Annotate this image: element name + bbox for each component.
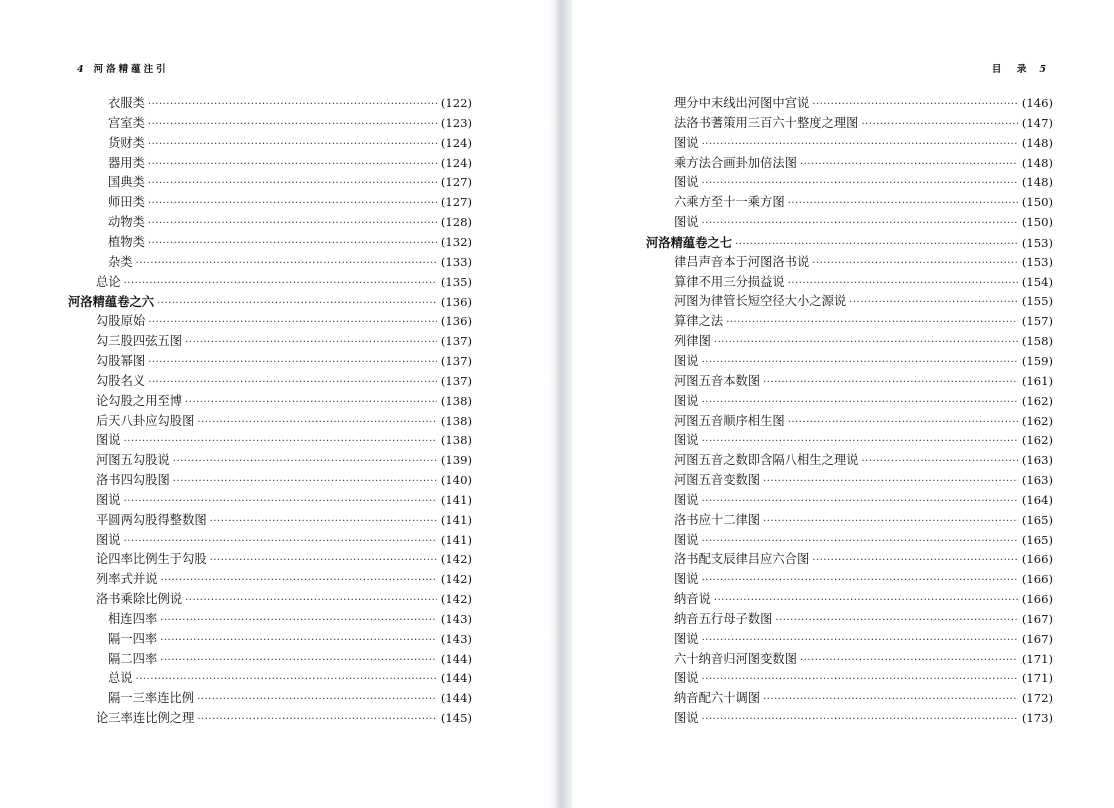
toc-entry-page: (147) xyxy=(1021,115,1053,130)
toc-entry[interactable] xyxy=(68,531,472,551)
toc-entry[interactable] xyxy=(646,610,1053,630)
toc-leader-dots xyxy=(849,293,1018,313)
toc-leader-dots xyxy=(136,670,437,690)
toc-entry-title: 师田类 xyxy=(108,195,145,210)
toc-leader-dots xyxy=(702,214,1018,234)
toc-leader-dots xyxy=(148,174,437,194)
toc-entry[interactable] xyxy=(646,650,1053,670)
toc-entry-page: (153) xyxy=(1021,235,1053,250)
toc-leader-dots xyxy=(702,174,1018,194)
toc-leader-dots xyxy=(197,710,436,730)
toc-entry-page: (137) xyxy=(440,353,472,368)
toc-leader-dots xyxy=(148,313,437,333)
toc-entry-page: (142) xyxy=(440,552,472,567)
toc-entry[interactable] xyxy=(646,451,1053,471)
toc-entry-title: 衣服类 xyxy=(108,96,145,110)
toc-entry-page: (132) xyxy=(440,234,472,249)
toc-entry-page: (138) xyxy=(440,393,472,408)
toc-leader-dots xyxy=(148,155,437,175)
toc-entry[interactable] xyxy=(68,154,472,174)
toc-entry[interactable] xyxy=(68,233,472,253)
toc-entry-page: (161) xyxy=(1021,373,1053,388)
toc-entry-title: 律吕声音本于河图洛书说 xyxy=(674,254,810,269)
toc-leader-dots xyxy=(702,492,1018,512)
toc-entry-page: (150) xyxy=(1021,215,1053,230)
toc-entry-title: 六乘方至十一乘方图 xyxy=(674,195,785,210)
toc-entry-title: 列律图 xyxy=(674,334,711,349)
toc-entry-title: 论三率连比例之理 xyxy=(96,711,195,726)
toc-entry-page: (150) xyxy=(1021,195,1053,210)
toc-entry-page: (167) xyxy=(1021,611,1053,626)
toc-entry[interactable] xyxy=(68,114,472,134)
toc-entry-title: 河图五音之数即含隔八相生之理说 xyxy=(674,453,859,468)
toc-entry-page: (136) xyxy=(440,314,472,329)
toc-entry-title: 图说 xyxy=(96,433,121,448)
toc-entry[interactable] xyxy=(646,550,1053,570)
toc-entry[interactable] xyxy=(68,134,472,154)
toc-entry-title: 纳音说 xyxy=(674,592,711,607)
toc-entry-page: (155) xyxy=(1021,294,1053,309)
left-page-number: 4 xyxy=(77,64,84,75)
toc-entry-page: (164) xyxy=(1021,492,1053,507)
toc-entry-page: (158) xyxy=(1021,334,1053,349)
toc-leader-dots xyxy=(800,155,1018,175)
toc-entry[interactable] xyxy=(646,292,1053,312)
toc-entry[interactable] xyxy=(68,550,472,570)
toc-leader-dots xyxy=(763,373,1018,393)
toc-entry[interactable] xyxy=(68,451,472,471)
toc-entry[interactable] xyxy=(646,213,1053,233)
left-page-header xyxy=(67,61,169,75)
toc-entry-page: (143) xyxy=(440,631,472,646)
toc-entry-title: 洛书应十二律图 xyxy=(674,512,761,527)
toc-entry[interactable] xyxy=(646,312,1053,332)
toc-entry-title: 图说 xyxy=(674,215,699,230)
toc-leader-dots xyxy=(775,611,1017,631)
toc-entry-page: (163) xyxy=(1021,453,1053,468)
toc-entry[interactable] xyxy=(68,94,472,114)
book-gutter xyxy=(548,0,572,808)
toc-leader-dots xyxy=(702,135,1018,155)
toc-entry[interactable] xyxy=(646,154,1053,174)
toc-entry-title: 隔一四率 xyxy=(108,631,158,646)
toc-entry-title: 算律之法 xyxy=(674,314,724,329)
toc-leader-dots xyxy=(210,512,437,532)
toc-leader-dots xyxy=(861,452,1017,472)
toc-entry-page: (157) xyxy=(1021,314,1053,329)
toc-leader-dots xyxy=(714,591,1018,611)
toc-leader-dots xyxy=(148,234,437,254)
toc-entry-title: 宫室类 xyxy=(108,115,145,130)
toc-entry[interactable] xyxy=(646,511,1053,531)
toc-entry[interactable] xyxy=(646,630,1053,650)
toc-leader-dots xyxy=(148,353,437,373)
toc-entry-title: 图说 xyxy=(674,532,699,547)
toc-leader-dots xyxy=(763,512,1018,532)
toc-entry[interactable] xyxy=(646,372,1053,392)
toc-entry-page: (159) xyxy=(1021,353,1053,368)
toc-entry-title: 勾股原始 xyxy=(96,314,146,329)
toc-entry[interactable] xyxy=(646,669,1053,689)
toc-entry-title: 洛书配支辰律吕应六合图 xyxy=(674,552,810,567)
toc-entry[interactable] xyxy=(68,570,472,590)
toc-entry[interactable] xyxy=(68,709,472,729)
toc-entry-page: (167) xyxy=(1021,631,1053,646)
toc-entry-page: (137) xyxy=(440,334,472,349)
toc-entry-title: 河图五音本数图 xyxy=(674,373,761,388)
toc-entry-title: 总说 xyxy=(108,671,133,686)
toc-entry[interactable] xyxy=(68,273,472,293)
toc-entry[interactable] xyxy=(68,173,472,193)
toc-leader-dots xyxy=(726,313,1018,333)
toc-entry-title: 河图五音变数图 xyxy=(674,473,761,488)
toc-leader-dots xyxy=(788,413,1018,433)
toc-leader-dots xyxy=(157,294,437,314)
toc-entry[interactable] xyxy=(68,193,472,213)
toc-entry-page: (124) xyxy=(440,135,472,150)
toc-entry-title: 纳音五行母子数图 xyxy=(674,611,773,626)
toc-entry-title: 图说 xyxy=(674,393,699,408)
toc-entry-title: 植物类 xyxy=(108,234,145,249)
toc-entry-title: 图说 xyxy=(674,433,699,448)
toc-entry[interactable] xyxy=(646,412,1053,432)
toc-entry[interactable] xyxy=(68,650,472,670)
toc-entry-title: 图说 xyxy=(96,492,121,507)
toc-entry[interactable] xyxy=(646,590,1053,610)
toc-entry-title: 列率式并说 xyxy=(96,572,158,587)
toc-leader-dots xyxy=(173,472,437,492)
toc-entry-page: (166) xyxy=(1021,572,1053,587)
toc-leader-dots xyxy=(788,274,1018,294)
toc-entry-title: 平圆两勾股得整数图 xyxy=(96,512,207,527)
toc-entry[interactable] xyxy=(646,173,1053,193)
toc-entry-page: (163) xyxy=(1021,473,1053,488)
toc-entry-page: (139) xyxy=(440,453,472,468)
toc-entry[interactable] xyxy=(68,431,472,451)
toc-entry-title: 图说 xyxy=(674,135,699,150)
toc-entry[interactable] xyxy=(646,114,1053,134)
toc-entry-title: 论四率比例生于勾股 xyxy=(96,552,207,567)
toc-entry-page: (172) xyxy=(1021,691,1053,706)
toc-leader-dots xyxy=(812,95,1018,115)
toc-leader-dots xyxy=(788,194,1018,214)
toc-leader-dots xyxy=(185,333,437,353)
toc-leader-dots xyxy=(173,452,437,472)
toc-entry-title: 勾三股四弦五图 xyxy=(96,334,183,349)
toc-leader-dots xyxy=(861,115,1017,135)
toc-entry-page: (162) xyxy=(1021,413,1053,428)
toc-entry[interactable] xyxy=(646,570,1053,590)
toc-entry[interactable] xyxy=(68,590,472,610)
toc-entry-title: 图说 xyxy=(674,572,699,587)
toc-entry-page: (142) xyxy=(440,572,472,587)
toc-entry-title: 论勾股之用至博 xyxy=(96,393,183,408)
toc-entry-title: 洛书四勾股图 xyxy=(96,473,170,488)
toc-entry-page: (141) xyxy=(440,532,472,547)
toc-entry[interactable] xyxy=(68,392,472,412)
toc-entry[interactable] xyxy=(68,669,472,689)
toc-entry[interactable] xyxy=(68,312,472,332)
toc-leader-dots xyxy=(702,710,1018,730)
toc-leader-dots xyxy=(702,432,1018,452)
toc-leader-dots xyxy=(148,95,437,115)
toc-entry-page: (153) xyxy=(1021,254,1053,269)
toc-entry-title: 图说 xyxy=(674,711,699,726)
toc-entry-page: (166) xyxy=(1021,592,1053,607)
toc-entry-page: (127) xyxy=(440,195,472,210)
toc-leader-dots xyxy=(148,373,437,393)
toc-entry-page: (141) xyxy=(440,512,472,527)
toc-chapter-heading[interactable] xyxy=(646,233,1053,253)
toc-entry[interactable] xyxy=(646,471,1053,491)
toc-leader-dots xyxy=(124,274,437,294)
toc-entry[interactable] xyxy=(646,431,1053,451)
toc-entry-page: (145) xyxy=(440,711,472,726)
toc-entry-title: 六十纳音归河图变数图 xyxy=(674,651,797,666)
toc-entry-title: 图说 xyxy=(674,353,699,368)
toc-entry-page: (144) xyxy=(440,691,472,706)
toc-leader-dots xyxy=(124,432,437,452)
toc-entry-title: 动物类 xyxy=(108,215,145,230)
toc-entry[interactable] xyxy=(646,94,1053,114)
toc-leader-dots xyxy=(185,393,437,413)
right-page xyxy=(572,0,1114,808)
toc-entry-title: 法洛书蓍策用三百六十整度之理图 xyxy=(674,115,859,130)
toc-entry[interactable] xyxy=(68,352,472,372)
toc-entry[interactable] xyxy=(646,531,1053,551)
toc-entry[interactable] xyxy=(646,134,1053,154)
toc-entry[interactable] xyxy=(68,213,472,233)
left-page xyxy=(0,0,548,808)
toc-entry-title: 理分中末线出河图中宫说 xyxy=(674,96,810,110)
toc-entry-title: 洛书乘除比例说 xyxy=(96,592,183,607)
toc-entry[interactable] xyxy=(68,372,472,392)
toc-entry[interactable] xyxy=(646,709,1053,729)
toc-leader-dots xyxy=(124,492,437,512)
toc-leader-dots xyxy=(702,393,1018,413)
right-page-header xyxy=(992,61,1056,75)
toc-leader-dots xyxy=(197,690,437,710)
toc-entry[interactable] xyxy=(646,193,1053,213)
toc-entry-title: 算律不用三分损益说 xyxy=(674,274,785,289)
toc-leader-dots xyxy=(210,551,437,571)
toc-entry-title: 图说 xyxy=(674,631,699,646)
toc-entry-page: (154) xyxy=(1021,274,1053,289)
toc-entry-title: 纳音配六十调图 xyxy=(674,691,761,706)
toc-leader-dots xyxy=(148,214,437,234)
toc-entry[interactable] xyxy=(68,332,472,352)
toc-entry-title: 货财类 xyxy=(108,135,145,150)
toc-entry-page: (146) xyxy=(1021,96,1053,110)
toc-leader-dots xyxy=(812,551,1018,571)
toc-leader-dots xyxy=(763,472,1018,492)
toc-leader-dots xyxy=(702,571,1018,591)
right-page-number: 5 xyxy=(1039,64,1046,75)
toc-entry-page: (148) xyxy=(1021,135,1053,150)
toc-entry[interactable] xyxy=(646,392,1053,412)
toc-entry-page: (162) xyxy=(1021,393,1053,408)
toc-entry-page: (171) xyxy=(1021,671,1053,686)
toc-leader-dots xyxy=(812,254,1018,274)
toc-entry-title: 后天八卦应勾股图 xyxy=(96,413,195,428)
toc-entry[interactable] xyxy=(646,352,1053,372)
toc-entry[interactable] xyxy=(68,689,472,709)
toc-entry-page: (166) xyxy=(1021,552,1053,567)
toc-entry-page: (122) xyxy=(440,96,472,110)
left-toc-list xyxy=(68,94,472,729)
toc-entry-page: (127) xyxy=(440,175,472,190)
toc-leader-dots xyxy=(702,631,1018,651)
toc-leader-dots xyxy=(800,651,1018,671)
toc-entry-title: 隔二四率 xyxy=(108,651,158,666)
toc-entry-page: (144) xyxy=(440,671,472,686)
toc-entry[interactable] xyxy=(68,491,472,511)
toc-entry-title: 河图五音顺序相生图 xyxy=(674,413,785,428)
toc-entry[interactable] xyxy=(68,471,472,491)
toc-leader-dots xyxy=(702,532,1018,552)
toc-leader-dots xyxy=(185,591,437,611)
toc-leader-dots xyxy=(148,135,437,155)
toc-entry[interactable] xyxy=(646,273,1053,293)
toc-leader-dots xyxy=(148,194,437,214)
toc-entry[interactable] xyxy=(646,491,1053,511)
toc-entry-title: 图说 xyxy=(96,532,121,547)
toc-entry-title: 相连四率 xyxy=(108,611,158,626)
toc-entry-page: (165) xyxy=(1021,512,1053,527)
toc-leader-dots xyxy=(702,353,1018,373)
toc-entry[interactable] xyxy=(68,412,472,432)
toc-entry-page: (140) xyxy=(440,473,472,488)
toc-leader-dots xyxy=(160,631,437,651)
toc-leader-dots xyxy=(124,532,437,552)
toc-entry-page: (138) xyxy=(440,413,472,428)
toc-leader-dots xyxy=(197,413,436,433)
toc-entry[interactable] xyxy=(646,332,1053,352)
toc-entry-page: (162) xyxy=(1021,433,1053,448)
toc-entry-page: (135) xyxy=(440,274,472,289)
toc-entry-title: 河洛精蕴卷之七 xyxy=(646,234,733,250)
toc-entry-title: 河洛精蕴卷之六 xyxy=(68,294,155,310)
toc-entry-page: (148) xyxy=(1021,155,1053,170)
toc-entry-title: 国典类 xyxy=(108,175,145,190)
toc-entry-title: 图说 xyxy=(674,671,699,686)
toc-entry[interactable] xyxy=(646,253,1053,273)
toc-leader-dots xyxy=(160,611,437,631)
toc-leader-dots xyxy=(148,115,437,135)
toc-entry-title: 总论 xyxy=(96,274,121,289)
left-running-head: 河洛精蕴注引 xyxy=(93,64,169,75)
toc-entry-title: 隔一三率连比例 xyxy=(108,691,195,706)
toc-entry-title: 河图五勾股说 xyxy=(96,453,170,468)
toc-entry-page: (141) xyxy=(440,492,472,507)
toc-leader-dots xyxy=(161,571,437,591)
toc-entry-page: (173) xyxy=(1021,711,1053,726)
toc-leader-dots xyxy=(702,670,1018,690)
toc-entry-title: 图说 xyxy=(674,175,699,190)
toc-entry-title: 器用类 xyxy=(108,155,145,170)
toc-entry-page: (142) xyxy=(440,592,472,607)
toc-entry-page: (138) xyxy=(440,433,472,448)
right-running-head: 目 录 xyxy=(991,64,1030,75)
toc-entry[interactable] xyxy=(68,511,472,531)
toc-entry-page: (133) xyxy=(440,254,472,269)
toc-entry[interactable] xyxy=(68,630,472,650)
toc-entry-page: (165) xyxy=(1021,532,1053,547)
toc-leader-dots xyxy=(160,651,437,671)
toc-entry-page: (136) xyxy=(440,295,472,310)
toc-entry-page: (124) xyxy=(440,155,472,170)
toc-entry-title: 勾股名义 xyxy=(96,373,146,388)
toc-entry-title: 图说 xyxy=(674,492,699,507)
toc-entry-title: 勾股幂图 xyxy=(96,353,146,368)
toc-entry-title: 河图为律管长短空径大小之源说 xyxy=(674,294,847,309)
toc-leader-dots xyxy=(136,254,437,274)
toc-entry-title: 乘方法合画卦加倍法图 xyxy=(674,155,797,170)
toc-entry[interactable] xyxy=(68,253,472,273)
toc-entry-page: (148) xyxy=(1021,175,1053,190)
toc-leader-dots xyxy=(714,333,1018,353)
toc-entry[interactable] xyxy=(68,610,472,630)
toc-entry-page: (143) xyxy=(440,611,472,626)
toc-entry[interactable] xyxy=(646,689,1053,709)
toc-entry-page: (137) xyxy=(440,373,472,388)
toc-entry-page: (171) xyxy=(1021,651,1053,666)
toc-entry-page: (128) xyxy=(440,215,472,230)
right-toc-list xyxy=(646,94,1053,729)
toc-chapter-heading[interactable] xyxy=(68,292,472,312)
toc-entry-title: 杂类 xyxy=(108,254,133,269)
toc-leader-dots xyxy=(763,690,1018,710)
toc-entry-page: (144) xyxy=(440,651,472,666)
toc-entry-page: (123) xyxy=(440,115,472,130)
